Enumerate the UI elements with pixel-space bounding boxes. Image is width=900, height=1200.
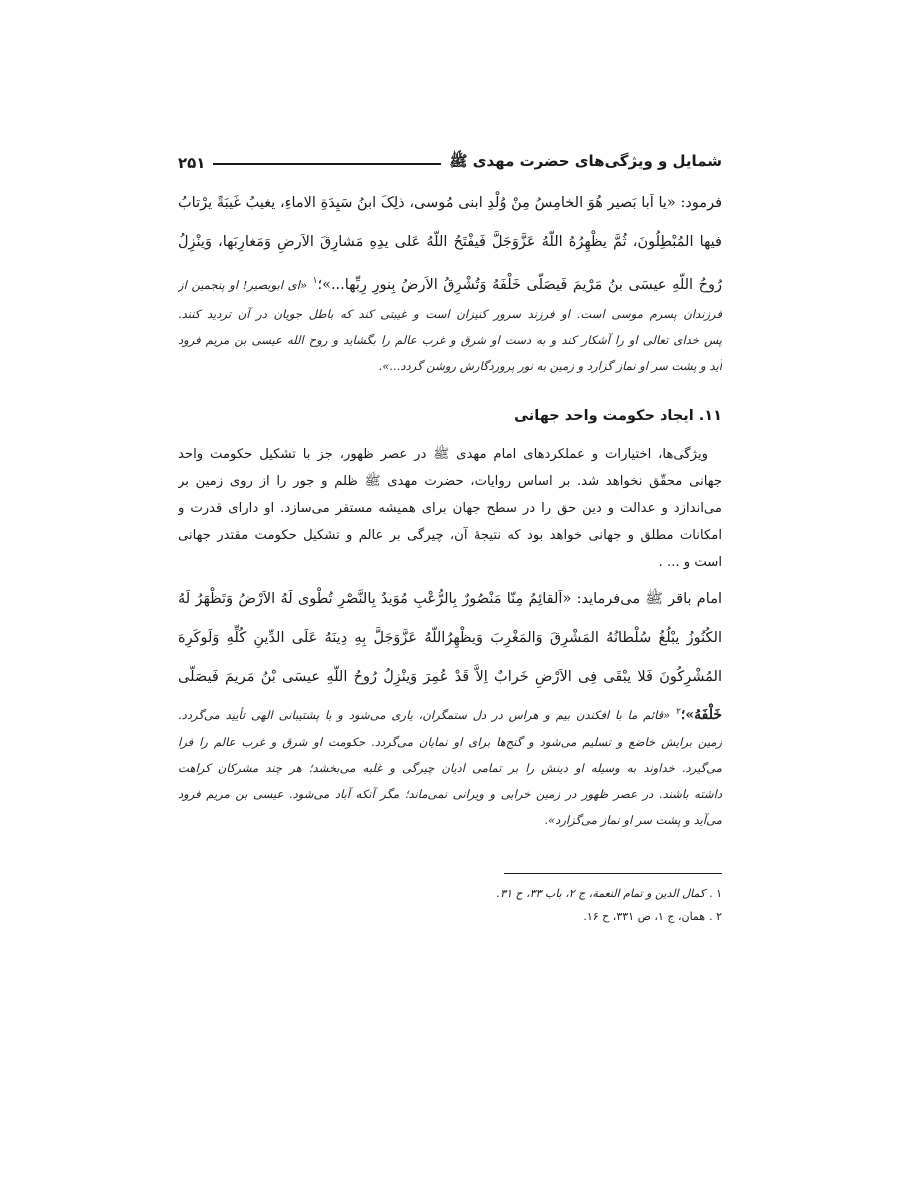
hadith-block-1 — [178, 184, 722, 301]
body-line: امکانات مطلق و جهانی خواهد بود که نتیجهٔ آن، چیرگی بر عالم و تشکیل حکومت مقتدر جهانی — [178, 528, 722, 543]
footnotes — [178, 882, 722, 928]
hadith-block-2 — [178, 580, 722, 727]
translation-block-1 — [178, 301, 722, 379]
translation-line: می‌آید و پشت سر او نماز می‌گزارد». — [544, 813, 722, 827]
footnote-marker: ۱ — [312, 276, 318, 286]
header-rule — [213, 163, 441, 165]
footnote — [178, 905, 722, 928]
body-line: جهانی محقّق نخواهد شد. بر اساس روایات، حضرت مهدی ﷺ ظلم و جور را از روی زمین بر — [178, 474, 722, 489]
footnote — [178, 882, 722, 905]
arabic-text: خَلْفَهُ»؛ — [680, 706, 722, 723]
running-header — [178, 150, 722, 176]
footnote-text: همان، ج ۱، ص ۳۳۱، ح ۱۶. — [583, 910, 706, 923]
arabic-line: فیها المُبْطِلُونَ، ثُمَّ یظْهِرُهُ اللّهُ عَزَّوَجَلَّ فَیفْتَحُ اللّهُ عَلی یدِهِ مَشارِقَ الاَرضِ وَمَغارِبَها، وَینْزِلُ — [178, 234, 722, 250]
footnote-marker: ۲ — [676, 707, 681, 717]
book-page — [178, 150, 722, 928]
arabic-line: الکُنُوزُ یبْلُغُ سُلْطانُهُ المَشْرِقَ وَالمَغْرِبَ وَیظْهِرُاللّهُ عَزَّوَجَلَّ بِهِ دِینَهُ عَلَی الدِّینِ کُلِّهِ وَلَوکَرِهَ — [178, 630, 722, 646]
translation-text: «ای ابوبصیر! او پنجمین از — [178, 277, 308, 292]
translation-line: پس خدای تعالی او را آشکار کند و به دست او شرق و غرب عالم را بگشاید و روح الله عیسی بن مریم فرود — [178, 333, 722, 347]
body-paragraph — [178, 441, 722, 576]
translation-line: داشته باشند. در عصر ظهور در زمین خرابی و ویرانی نمی‌ماند؛ مگر آنکه آباد می‌شود. عیسی بن مریم فرود — [178, 787, 722, 801]
body-line: ویژگی‌ها، اختیارات و عملکردهای امام مهدی ﷺ در عصر ظهور، جز با تشکیل حکومت واحد — [178, 447, 708, 462]
translation-line: فرزندان پسرم موسی است. او فرزند سرور کنیزان است و غیبتی کند که باطل جویان در آن تردید کنند. — [178, 307, 722, 321]
footnote-rule — [504, 873, 722, 874]
translation-line: می‌گیرد. خداوند به وسیله او دینش را بر تمامی ادیان چیرگی و غلبه می‌بخشد؛ هر چند مشرکان کراهت — [178, 761, 722, 775]
arabic-line: امام باقر ﷺ می‌فرماید: «اَلقائِمُ مِنّا مَنْصُورٌ بِالرُّعْبِ مُوَیدٌ بِالنَّصْرِ تُطْوی لَهُ الاَرْضُ وَتَظْهَرُ لَهُ — [178, 591, 722, 607]
page-number: ۲۵۱ — [178, 154, 206, 172]
translation-line: زمین برایش خاضع و تسلیم می‌شود و گنج‌ها برای او نمایان می‌گردد. حکومت او شرق و غرب عالم را فرا — [178, 735, 722, 749]
footnote-number: ۲ . — [709, 910, 722, 923]
mixed-line — [178, 697, 722, 727]
translation-text: «قائم ما با افکندن بیم و هراس در دل ستمگران، یاری می‌شود و با پشتیبانی الهی تأیید می‌گردد. — [178, 707, 671, 722]
arabic-line: المُشْرِکُونَ فَلا یبْقَی فِی الاَرْضِ خَرابٌ اِلاَّ قَدْ عُمِرَ وَینْزِلُ رُوحُ اللّهِ عیسَی بْنُ مَریمَ فَیصَلّی — [178, 669, 722, 685]
footnote-number: ۱ . — [709, 887, 722, 900]
running-header-title: شمایل و ویژگی‌های حضرت مهدی ﷺ — [449, 152, 722, 170]
arabic-line: فرمود: «یا اَبا بَصیر هُوَ الخامِسُ مِنْ وُلْدِ ابنی مُوسی، ذلِکَ ابنُ سَیِدَةِ الاماءِ، یغیبُ غَیبَةً یرْتابُ — [178, 195, 722, 211]
translation-block-2 — [178, 729, 722, 833]
body-line: است و ... . — [658, 555, 722, 570]
arabic-line — [178, 262, 722, 301]
footnote-text: کمال الدین و تمام النعمة، ج ۲، باب ۳۳، ح ۳۱. — [496, 887, 706, 900]
arabic-text: رُوحُ اللّهِ عیسَی بنُ مَرْیمَ فَیصَلّی خَلْفَهُ وَتُشْرِقُ الاَرضُ بِنورِ رِبِّها...»؛ — [317, 276, 722, 293]
section-heading: ۱۱. ایجاد حکومت واحد جهانی — [514, 408, 722, 424]
body-line: می‌اندازد و عدالت و دین حق را در سطح جهان برای همیشه مستقر می‌سازد. او دارای قدرت و — [178, 501, 722, 516]
translation-line: آید و پشت سر او نماز گزارد و زمین به نور پروردگارش روشن گردد...». — [378, 359, 722, 373]
